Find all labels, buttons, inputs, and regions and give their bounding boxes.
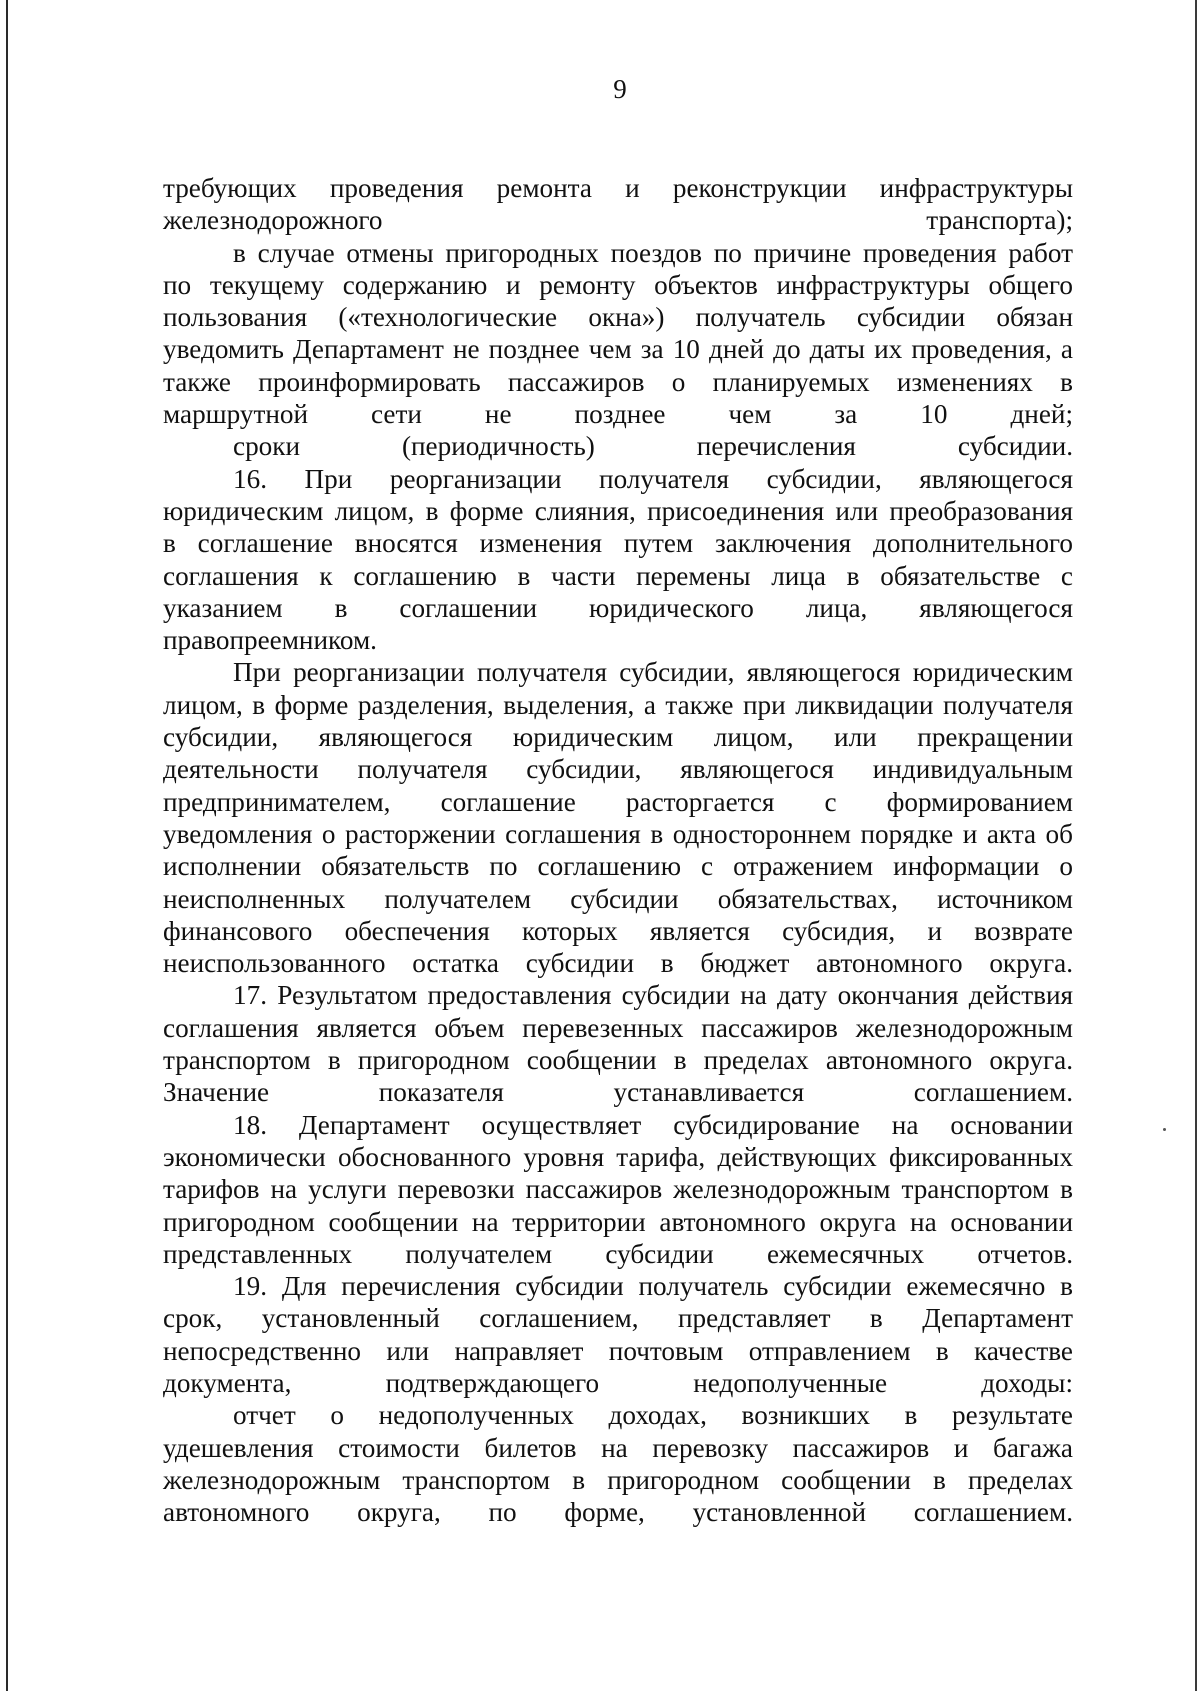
text-line: в соглашение вносятся изменения путем заключения дополнительного [163,528,1073,559]
text-line: железнодорожным транспортом в пригородном сообщении в пределах [163,1464,1073,1495]
paragraph [163,1399,1073,1528]
text-line: отчет о недополученных доходах, возникших в результате [233,1400,1073,1431]
text-line: указанием в соглашении юридического лица, являющегося [163,592,1073,623]
text-line: предпринимателем, соглашение расторгается с формированием [163,786,1073,817]
text-line: удешевления стоимости билетов на перевозку пассажиров и багажа [163,1432,1073,1463]
text-line: экономически обоснованного уровня тарифа, действующих фиксированных [163,1141,1073,1172]
text-line: также проинформировать пассажиров о планируемых изменениях в [163,366,1073,397]
text-line: транспортом в пригородном сообщении в пределах автономного округа. [163,1045,1073,1076]
text-line: уведомления о расторжении соглашения в одностороннем порядке и акта об [163,818,1073,849]
text-line: маршрутной сети не позднее чем за 10 дней; [163,399,1073,430]
text-line: автономного округа, по форме, установленной соглашением. [163,1497,1073,1528]
text-line: пользования («технологические окна») получатель субсидии обязан [163,302,1073,333]
text-line: лицом, в форме разделения, выделения, а также при ликвидации получателя [163,689,1073,720]
text-line: неисполненных получателем субсидии обязательствах, источником [163,883,1073,914]
document-body [163,172,1073,1528]
text-line: финансового обеспечения которых является субсидия, и возврате [163,915,1073,946]
paragraph [163,979,1073,1108]
text-line: уведомить Департамент не позднее чем за 10 дней до даты их проведения, а [163,334,1073,365]
text-line: соглашения является объем перевезенных пассажиров железнодорожным [163,1012,1073,1043]
text-line: соглашения к соглашению в части перемены лица в обязательстве с [163,560,1073,591]
text-line: субсидии, являющегося юридическим лицом, или прекращении [163,722,1073,753]
text-line: представленных получателем субсидии ежемесячных отчетов. [163,1238,1073,1269]
text-line: неиспользованного остатка субсидии в бюджет автономного округа. [163,948,1073,979]
text-line: требующих проведения ремонта и реконструкции инфраструктуры [163,173,1073,203]
paragraph [163,656,1073,979]
text-line: Значение показателя устанавливается соглашением. [163,1077,1073,1108]
text-line: сроки (периодичность) перечисления субсидии. [233,431,1073,462]
text-line: 18. Департамент осуществляет субсидирование на основании [233,1109,1073,1140]
paragraph [163,430,1073,462]
paragraph [163,172,1073,237]
text-line: 19. Для перечисления субсидии получатель субсидии ежемесячно в [233,1271,1073,1302]
scan-edge-right [1195,0,1197,1691]
text-line: железнодорожного транспорта); [163,205,1073,236]
scan-speck [1163,1128,1166,1131]
text-line: пригородном сообщении на территории автономного округа на основании [163,1206,1073,1237]
paragraph [163,463,1073,657]
paragraph [163,1109,1073,1270]
text-line: 17. Результатом предоставления субсидии на дату окончания действия [233,980,1073,1011]
scan-edge-left [6,0,8,1691]
text-line: деятельности получателя субсидии, являющегося индивидуальным [163,754,1073,785]
text-line: непосредственно или направляет почтовым отправлением в качестве [163,1335,1073,1366]
text-line: по текущему содержанию и ремонту объектов инфраструктуры общего [163,269,1073,300]
text-line: срок, установленный соглашением, представляет в Департамент [163,1303,1073,1334]
paragraph [163,1270,1073,1399]
page-number: 9 [613,74,627,104]
text-line: документа, подтверждающего недополученные доходы: [163,1367,1073,1398]
text-line: тарифов на услуги перевозки пассажиров железнодорожным транспортом в [163,1174,1073,1205]
text-line: 16. При реорганизации получателя субсидии, являющегося [233,463,1073,494]
text-line: юридическим лицом, в форме слияния, присоединения или преобразования [163,495,1073,526]
text-line: При реорганизации получателя субсидии, являющегося юридическим [233,657,1073,688]
text-line: в случае отмены пригородных поездов по причине проведения работ [233,237,1073,268]
text-line: исполнении обязательств по соглашению с отражением информации о [163,851,1073,882]
text-line: правопреемником. [163,625,377,656]
paragraph [163,237,1073,431]
